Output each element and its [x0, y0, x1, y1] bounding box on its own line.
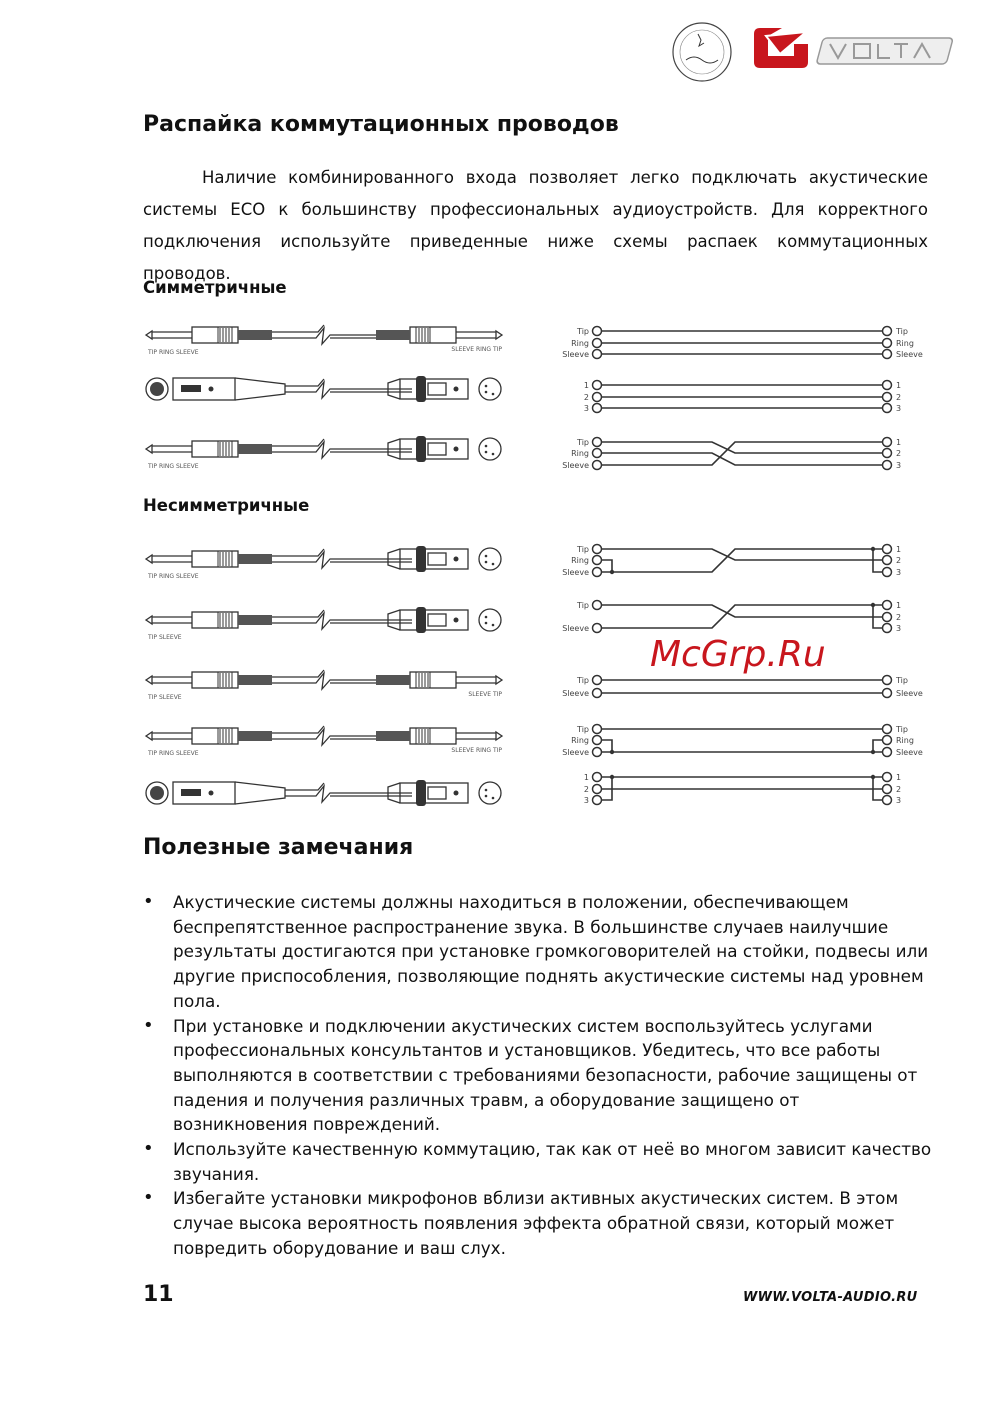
pin-label: 2 — [583, 785, 589, 794]
pin-circle — [883, 350, 892, 359]
pin-label: 1 — [896, 601, 902, 610]
website-url: WWW.VOLTA-AUDIO.RU — [743, 1290, 918, 1305]
pin-circle — [883, 725, 892, 734]
wiring-diagram — [562, 725, 923, 758]
pin-label: Sleeve — [562, 350, 589, 359]
wiring-diagram — [562, 676, 923, 699]
wiring-diagram — [562, 545, 901, 578]
pin-label: 3 — [583, 796, 589, 805]
note-item: • Избегайте установки микрофонов вблизи активных акустических систем. В этом случае высока вероятность появления эффекта обратной связи, который может повредить оборудование и ваш слух. — [143, 1186, 933, 1260]
junction — [871, 547, 875, 551]
pin-label: 2 — [896, 785, 902, 794]
pin-label: Sleeve — [562, 461, 589, 470]
pin-label: 3 — [896, 404, 902, 413]
wire — [602, 549, 882, 560]
wire — [602, 442, 882, 453]
pin-circle — [883, 748, 892, 757]
junction — [610, 775, 614, 779]
pin-label: Sleeve — [896, 350, 923, 359]
pin-circle — [883, 404, 892, 413]
pin-circle — [883, 545, 892, 554]
pin-circle — [883, 327, 892, 336]
pin-label: Sleeve — [896, 689, 923, 698]
cable-right-label: SLEEVE TIP — [468, 691, 502, 698]
pin-circle — [883, 449, 892, 458]
pin-circle — [593, 461, 602, 470]
pin-circle — [883, 381, 892, 390]
pin-circle — [883, 785, 892, 794]
cable-ts-xlr — [146, 607, 501, 641]
pin-label: 3 — [896, 461, 902, 470]
wiring-diagram — [584, 773, 901, 806]
cable-trs-xlr — [146, 436, 501, 470]
junction — [610, 750, 614, 754]
pin-label: Ring — [571, 736, 589, 745]
pin-circle — [593, 438, 602, 447]
junction — [871, 775, 875, 779]
pin-label: 3 — [896, 624, 902, 633]
wire — [602, 560, 612, 572]
cable-xlr-xlr — [146, 376, 501, 402]
junction — [871, 603, 875, 607]
pin-circle — [593, 624, 602, 633]
pin-circle — [883, 796, 892, 805]
pin-label: 2 — [896, 556, 902, 565]
pin-label: Tip — [577, 725, 589, 734]
cable-right-label: SLEEVE RING TIP — [451, 346, 502, 353]
pin-label: Tip — [577, 327, 589, 336]
pin-label: Ring — [896, 339, 914, 348]
cable-trs-xlr — [146, 546, 501, 580]
pin-label: 3 — [583, 404, 589, 413]
wiring-diagram — [562, 601, 901, 634]
wire — [602, 605, 882, 617]
watermark: McGrp.Ru — [650, 634, 826, 675]
pin-label: 1 — [896, 381, 902, 390]
junction — [871, 750, 875, 754]
cable-left-label: TIP RING SLEEVE — [148, 750, 199, 757]
pin-circle — [593, 601, 602, 610]
pin-label: 3 — [896, 796, 902, 805]
wiring-diagram — [562, 438, 901, 471]
pin-circle — [883, 624, 892, 633]
pin-label: 1 — [896, 773, 902, 782]
pin-label: Sleeve — [896, 748, 923, 757]
pin-circle — [593, 350, 602, 359]
pin-circle — [593, 556, 602, 565]
pin-circle — [593, 404, 602, 413]
pin-label: Tip — [577, 545, 589, 554]
pin-circle — [593, 449, 602, 458]
pin-circle — [883, 601, 892, 610]
cable-trs-trs — [146, 726, 502, 757]
intro-text: Наличие комбинированного входа позволяет легко подключать акустические системы ECO к большинству профессиональных аудиоустройств. Для корректного подключения используйте приведенные ниже схемы распаек коммутационных проводов. — [143, 168, 928, 283]
pin-circle — [883, 736, 892, 745]
note-item: • При установке и подключении акустических систем воспользуйтесь услугами профессиональных консультантов и установщиков. Убедитесь, что все работы выполняются в соответствии с требованиями безопасности, рабочие защищены от падения и получения различных травм, а оборудование защищено от возникновения повреждений. — [143, 1014, 933, 1138]
wiring-diagram — [584, 381, 901, 414]
cable-right-label: SLEEVE RING TIP — [451, 747, 502, 754]
pin-circle — [593, 748, 602, 757]
wire — [602, 453, 882, 465]
pin-circle — [593, 327, 602, 336]
pin-label: Sleeve — [562, 624, 589, 633]
pin-label: 2 — [896, 613, 902, 622]
pin-label: 1 — [896, 545, 902, 554]
cable-xlr-xlr — [146, 780, 501, 806]
pin-label: Tip — [577, 601, 589, 610]
volta-logo — [754, 28, 953, 68]
pin-circle — [593, 725, 602, 734]
pin-circle — [593, 393, 602, 402]
cable-left-label: TIP RING SLEEVE — [148, 463, 199, 470]
pin-circle — [593, 381, 602, 390]
pin-label: 1 — [583, 773, 589, 782]
pin-circle — [593, 545, 602, 554]
pin-circle — [593, 773, 602, 782]
pin-label: 2 — [583, 393, 589, 402]
wire — [602, 740, 612, 752]
pin-circle — [883, 438, 892, 447]
pin-circle — [883, 393, 892, 402]
intro-paragraph — [143, 162, 928, 290]
pin-label: Sleeve — [562, 748, 589, 757]
note-item: • Акустические системы должны находиться в положении, обеспечивающем беспрепятственное распространение звука. В большинстве случаев наилучшие результаты достигаются при установке громкоговорителей на стойки, подвесы или другие приспособления, позволяющие поднять акустические системы над уровнем пола. — [143, 890, 933, 1014]
pin-label: Tip — [896, 725, 908, 734]
pin-circle — [883, 676, 892, 685]
brand-logos — [670, 20, 970, 85]
pin-circle — [593, 736, 602, 745]
pin-label: Tip — [577, 438, 589, 447]
cable-left-label: TIP RING SLEEVE — [148, 573, 199, 580]
note-item: • Используйте качественную коммутацию, так как от неё во многом зависит качество звучания. — [143, 1137, 933, 1186]
pin-label: 3 — [896, 568, 902, 577]
junction — [610, 570, 614, 574]
cable-left-label: TIP SLEEVE — [148, 694, 182, 701]
page-number: 11 — [143, 1282, 174, 1307]
wiring-diagram — [562, 327, 923, 360]
page-title: Распайка коммутационных проводов — [143, 112, 619, 137]
wiring-diagrams — [0, 300, 1000, 820]
cable-trs-trs — [146, 325, 502, 356]
notes-list — [143, 890, 933, 1261]
symmetric-heading: Симметричные — [143, 278, 287, 297]
amadeus-logo — [673, 23, 731, 81]
pin-circle — [883, 568, 892, 577]
pin-label: Sleeve — [562, 689, 589, 698]
pin-circle — [593, 796, 602, 805]
pin-label: 2 — [896, 393, 902, 402]
pin-circle — [883, 613, 892, 622]
pin-circle — [883, 689, 892, 698]
pin-circle — [593, 568, 602, 577]
pin-label: Sleeve — [562, 568, 589, 577]
pin-label: Ring — [571, 449, 589, 458]
pin-label: Tip — [896, 327, 908, 336]
pin-label: Ring — [571, 556, 589, 565]
pin-label: 1 — [896, 438, 902, 447]
pin-circle — [593, 339, 602, 348]
pin-circle — [593, 785, 602, 794]
notes-heading: Полезные замечания — [143, 835, 414, 860]
pin-circle — [593, 676, 602, 685]
cable-left-label: TIP RING SLEEVE — [148, 349, 199, 356]
pin-circle — [883, 461, 892, 470]
pin-label: 2 — [896, 449, 902, 458]
pin-label: Tip — [896, 676, 908, 685]
pin-circle — [593, 689, 602, 698]
pin-circle — [883, 773, 892, 782]
pin-label: Ring — [571, 339, 589, 348]
asymmetric-heading: Несимметричные — [143, 496, 310, 515]
cable-ts-ts — [146, 670, 502, 701]
pin-label: 1 — [583, 381, 589, 390]
pin-label: Tip — [577, 676, 589, 685]
wire — [873, 740, 882, 752]
cable-left-label: TIP SLEEVE — [148, 634, 182, 641]
pin-circle — [883, 339, 892, 348]
pin-circle — [883, 556, 892, 565]
pin-label: Ring — [896, 736, 914, 745]
